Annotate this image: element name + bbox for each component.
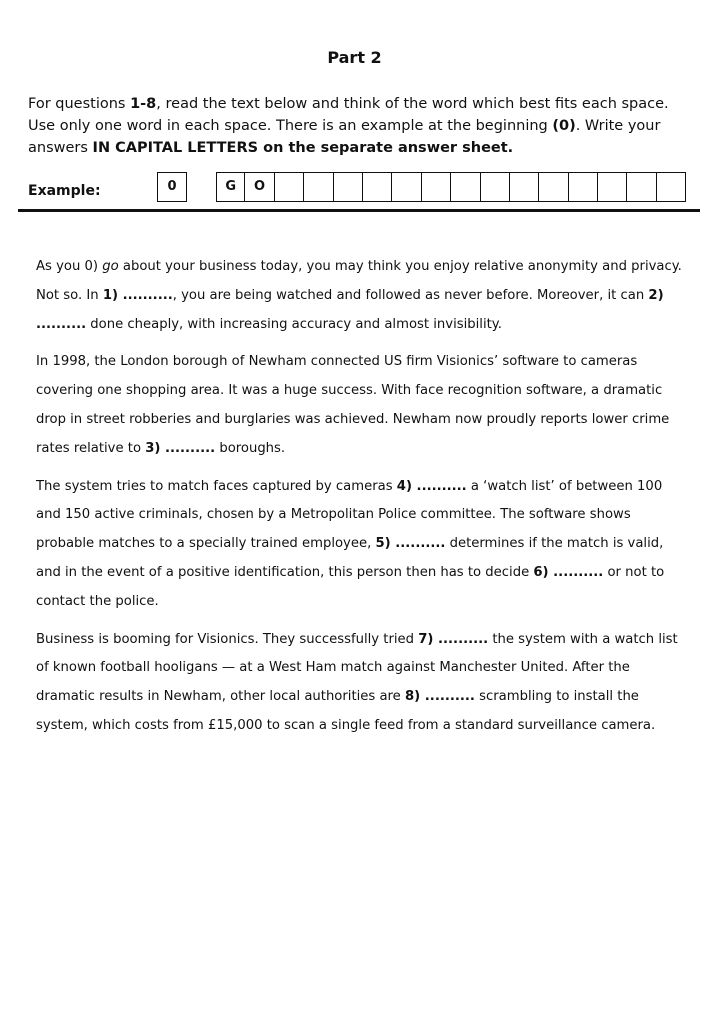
example-label: Example: xyxy=(28,183,101,199)
answer-letter-box xyxy=(569,172,598,202)
answer-letter-box xyxy=(392,172,421,202)
divider xyxy=(18,209,700,212)
gap-8: 8) .......... xyxy=(405,689,475,705)
example-answer: go xyxy=(102,259,119,274)
gap-5: 5) .......... xyxy=(375,536,446,552)
paragraph: The system tries to match faces captured by cameras 4) .......... a ‘watch list’ of between 100 and 150 active criminals, chosen by a Metropolitan Police committee. The software shows probable matches to a specially trained employee, 5) .......... determines if the match is valid, and in the event of a positive identification, this person then has to decide 6) .......... or not to contact the police. xyxy=(36,478,665,609)
answer-letter-box xyxy=(451,172,480,202)
example-row xyxy=(28,172,688,204)
answer-letter-box: G xyxy=(216,172,245,202)
gap-2: 2) .......... xyxy=(36,287,664,332)
gap-6: 6) .......... xyxy=(533,564,604,580)
cloze-text xyxy=(36,253,686,750)
paragraph: Business is booming for Visionics. They successfully tried 7) .......... the system with a watch list of known football hooligans — at a West Ham match against Manchester United. After the dramatic results in Newham, other local authorities are 8) .......... scrambling to install the system, which costs from £15,000 to scan a single feed from a standard surveillance camera. xyxy=(36,631,678,733)
answer-letter-box xyxy=(422,172,451,202)
paragraph: In 1998, the London borough of Newham connected US firm Visionics’ software to cameras covering one shopping area. It was a huge success. With face recognition software, a dramatic drop in street robberies and burglaries was achieved. Newham now proudly reports lower crime rates relative to 3) .......... boroughs. xyxy=(36,354,670,456)
answer-letter-box xyxy=(539,172,568,202)
answer-letter-box xyxy=(334,172,363,202)
example-number-box: 0 xyxy=(157,172,187,202)
answer-letter-box xyxy=(657,172,686,202)
instructions: For questions 1-8, read the text below and think of the word which best fits each space. Use only one word in each space. There is an example at the beginning (0). Write your answers IN CAPITAL LETTERS on the separate answer sheet. xyxy=(28,96,669,156)
example-answer-grid xyxy=(216,172,686,202)
answer-letter-box xyxy=(304,172,333,202)
answer-letter-box xyxy=(510,172,539,202)
gap-1: 1) .......... xyxy=(102,287,173,303)
answer-letter-box xyxy=(627,172,656,202)
gap-4: 4) .......... xyxy=(396,478,467,494)
page-title: Part 2 xyxy=(327,48,382,67)
paragraph: As you 0) go about your business today, you may think you enjoy relative anonymity and privacy. Not so. In 1) .........., you are being watched and followed as never before. Moreover, it can 2) .......... done cheaply, with increasing accuracy and almost invisibility. xyxy=(36,259,682,332)
answer-letter-box xyxy=(363,172,392,202)
gap-7: 7) .......... xyxy=(418,631,489,647)
answer-letter-box xyxy=(598,172,627,202)
answer-letter-box xyxy=(481,172,510,202)
answer-letter-box: O xyxy=(245,172,274,202)
gap-3: 3) .......... xyxy=(145,440,216,456)
answer-letter-box xyxy=(275,172,304,202)
